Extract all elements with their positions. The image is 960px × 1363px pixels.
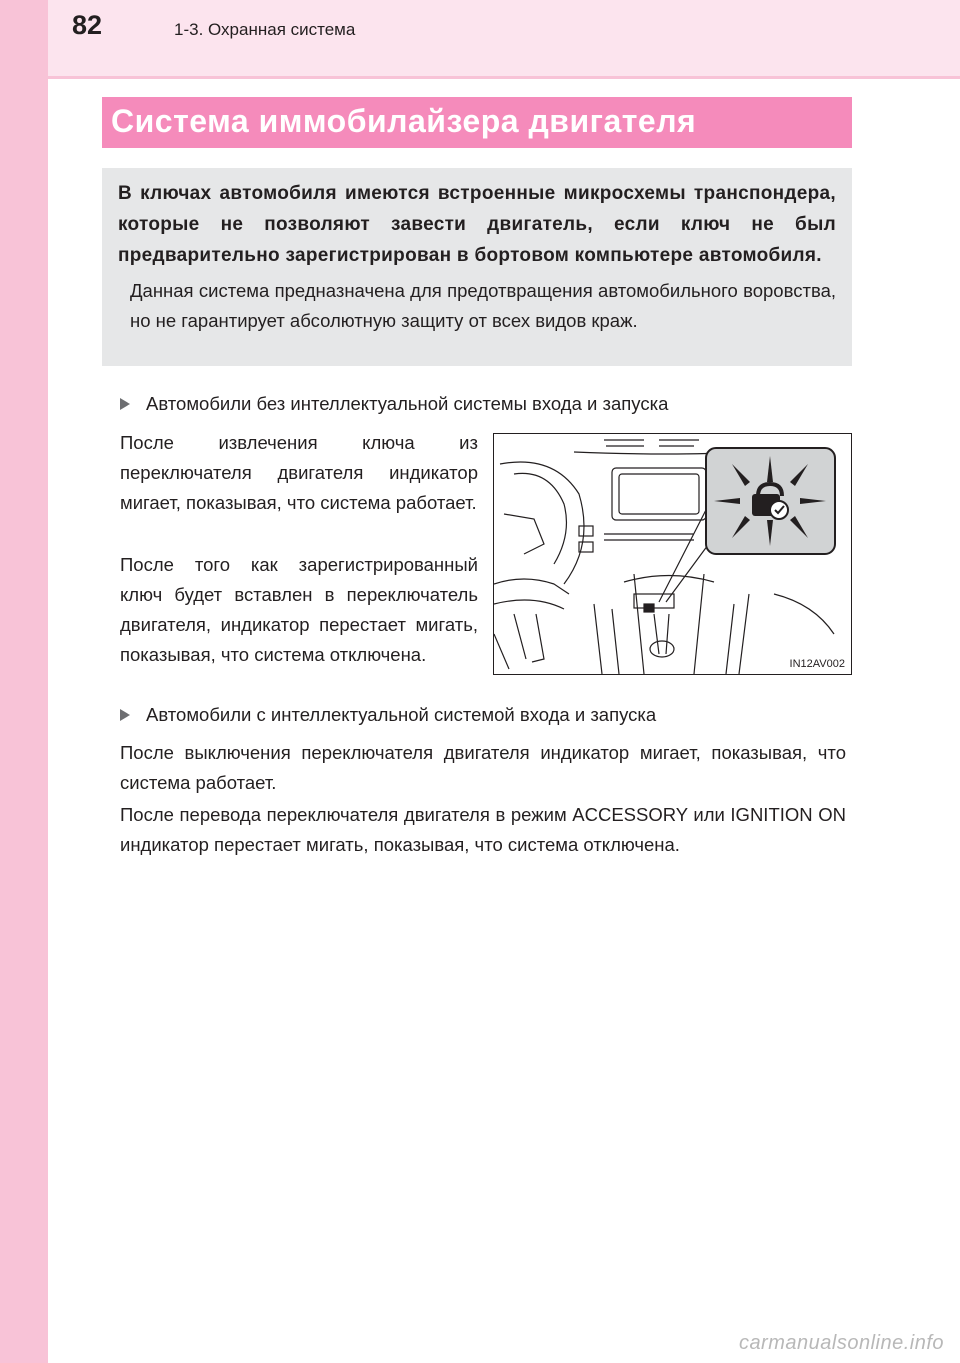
subsection-heading-2 (120, 704, 656, 726)
triangle-bullet-icon (120, 709, 130, 721)
subsection-heading-1-text: Автомобили без интеллектуальной системы входа и запуска (146, 393, 669, 414)
subsection-heading-1 (120, 393, 668, 415)
section-title: Система иммобилайзера двигателя (111, 103, 697, 139)
header-band (0, 0, 960, 78)
side-band (0, 0, 48, 1363)
subsection2-paragraph-2: После перевода переключателя двигателя в режим ACCESSORY или IGNITION ON индикатор перестает мигать, показывая, что система отключена. (120, 804, 846, 855)
page-number: 82 (72, 10, 103, 40)
watermark: carmanualsonline.info (738, 1332, 944, 1354)
intro-normal-text: Данная система предназначена для предотвращения автомобильного воровства, но не гарантирует абсолютную защиту от всех видов краж. (130, 280, 836, 331)
section-title-bar (102, 97, 852, 148)
triangle-bullet-icon (120, 398, 130, 410)
dashboard-illustration (493, 433, 852, 675)
figure-code: IN12AV002 (789, 658, 845, 670)
subsection2-paragraph-1: После выключения переключателя двигателя индикатор мигает, показывая, что система работает. (120, 742, 846, 793)
subsection1-paragraph-1: После извлечения ключа из переключателя двигателя индикатор мигает, показывая, что система работает. (120, 432, 478, 513)
intro-bold-text: В ключах автомобиля имеются встроенные микросхемы транспондера, которые не позволяют завести двигатель, если ключ не был предварительно зарегистрирован в бортовом компьютере автомобиля. (118, 183, 836, 266)
dashboard-drawing (494, 434, 852, 675)
intro-box (102, 168, 852, 366)
subsection-heading-2-text: Автомобили с интеллектуальной системой входа и запуска (146, 704, 657, 725)
subsection1-paragraph-2: После того как зарегистрированный ключ будет вставлен в переключатель двигателя, индикатор перестает мигать, показывая, что система отключена. (120, 554, 478, 665)
running-head: 1-3. Охранная система (174, 20, 356, 39)
